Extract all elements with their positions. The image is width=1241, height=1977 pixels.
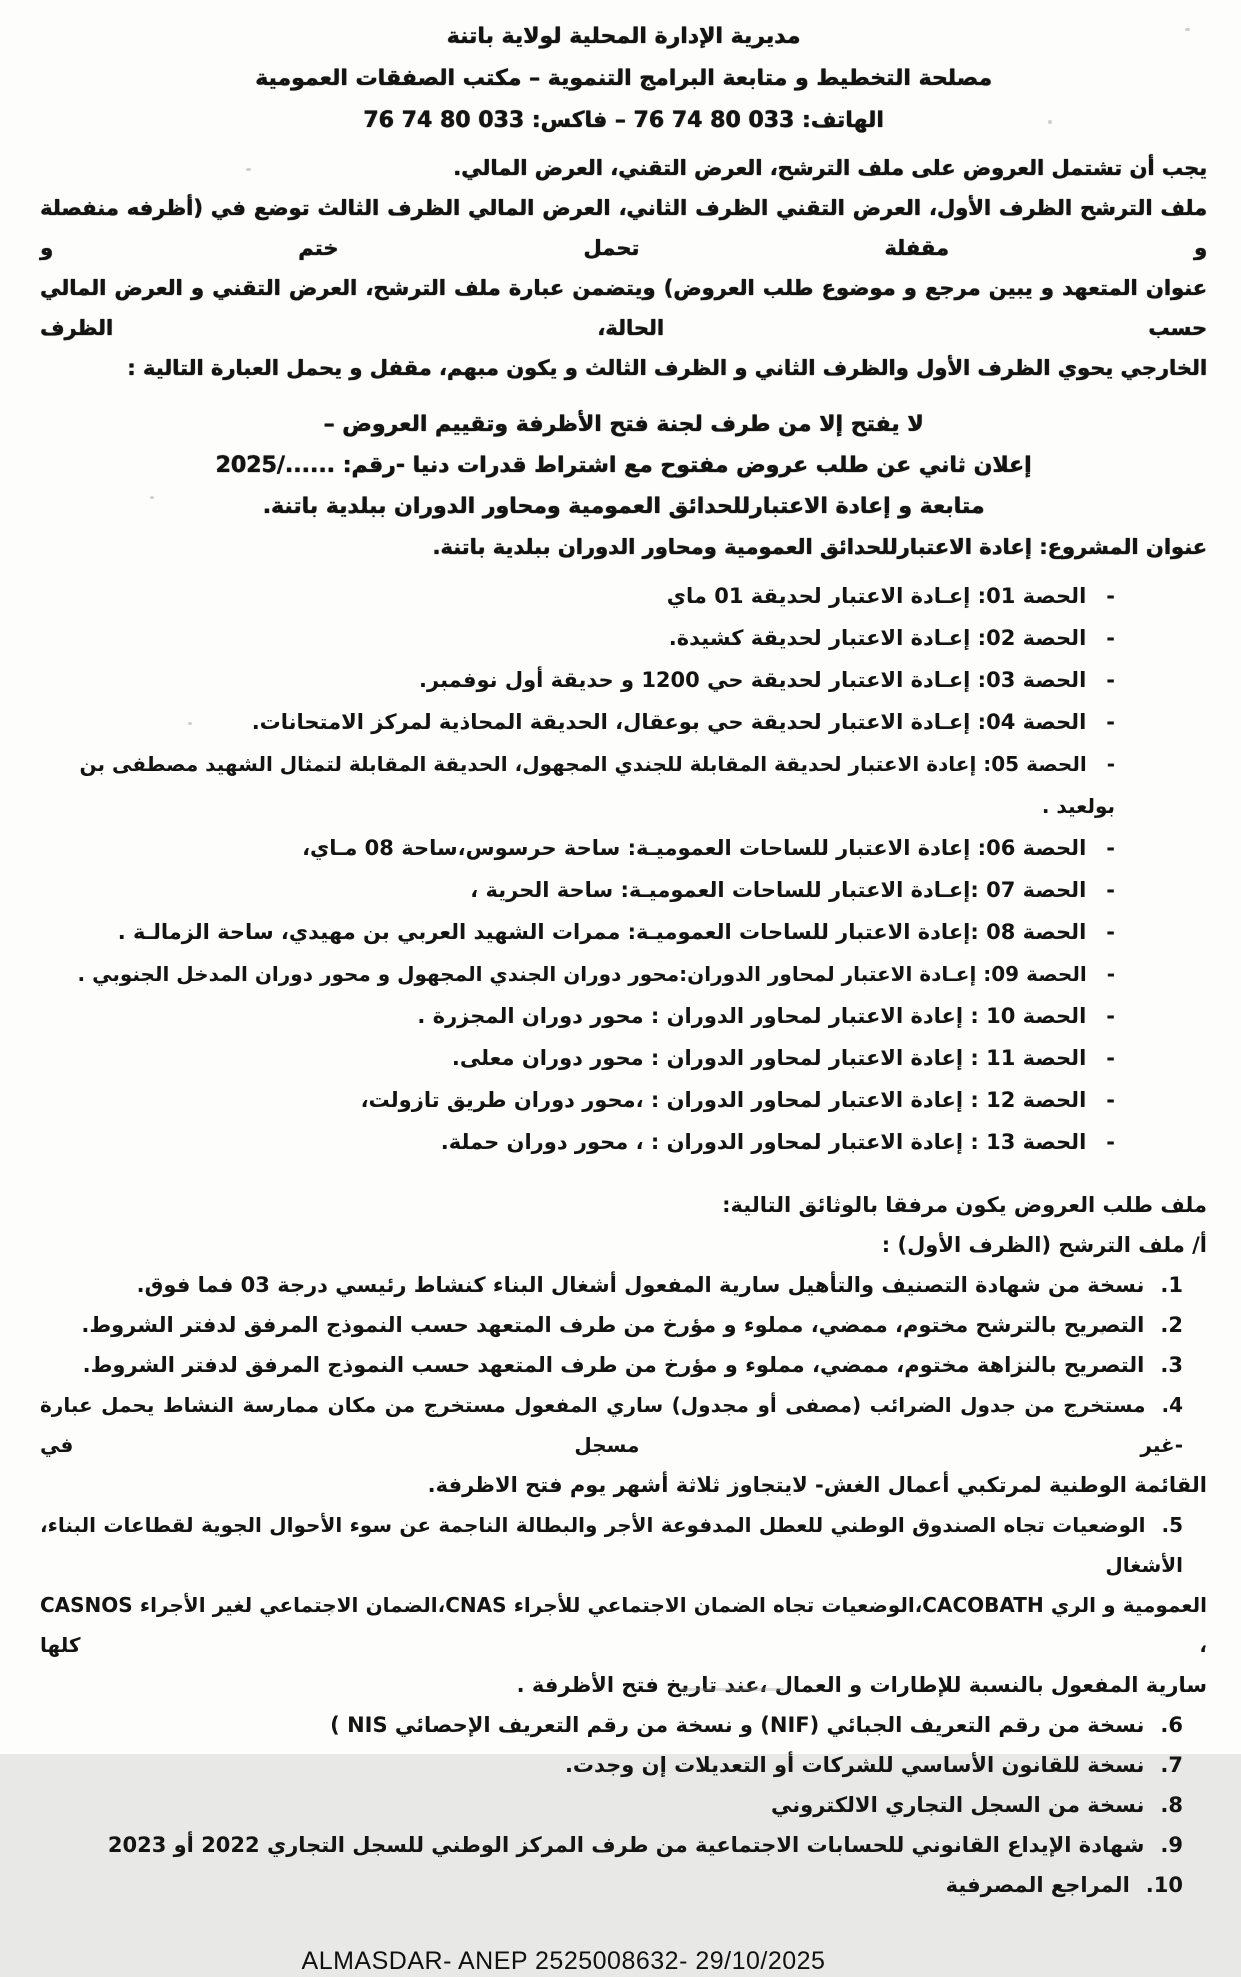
lot-text: الحصة 09: إعـادة الاعتبار لمحاور الدوران:محور دوران الجندي المجهول و محور دوران المدخل الجنوبي .	[77, 962, 1087, 986]
scan-speck	[1185, 28, 1190, 31]
item-text: نسخة للقانون الأساسي للشركات أو التعديلات إن وجدت.	[564, 1753, 1145, 1777]
scan-speck	[1048, 120, 1052, 124]
offers-content-line: يجب أن تشتمل العروض على ملف الترشح، العرض التقني، العرض المالي.	[453, 156, 1207, 180]
doc-item-7	[40, 1745, 1207, 1785]
dash-bullet: -	[1106, 962, 1115, 986]
anep-footer: ALMASDAR- ANEP 2525008632- 29/10/2025	[301, 1947, 826, 1975]
doc-item-5-wrap: سارية المفعول بالنسبة للإطارات و العمال ،عند تاريخ فتح الأظرفة .	[516, 1673, 1207, 1697]
item-text: نسخة من السجل التجاري الالكتروني	[771, 1793, 1145, 1817]
item-number: 8.	[1160, 1793, 1183, 1817]
item-number: 1.	[1160, 1273, 1183, 1297]
item-number: 9.	[1160, 1833, 1183, 1857]
section-a-heading: أ/ ملف الترشح (الظرف الأول) :	[881, 1233, 1207, 1257]
scan-smudge	[680, 1688, 784, 1691]
lot-text: الحصة 01: إعـادة الاعتبار لحديقة 01 ماي	[666, 584, 1087, 608]
doc-item-8	[40, 1785, 1207, 1825]
doc-item-2	[40, 1305, 1207, 1345]
announcement-title: إعلان ثاني عن طلب عروض مفتوح مع اشتراط قدرات دنيا -رقم: ....../2025	[215, 453, 1032, 478]
scan-speck	[150, 496, 154, 499]
item-text: نسخة من شهادة التصنيف والتأهيل سارية المفعول أشغال البناء كنشاط رئيسي درجة 03 فما فوق.	[136, 1273, 1145, 1297]
lot-text: الحصة 12 : إعادة الاعتبار لمحاور الدوران : ،محور دوران طريق تازولت،	[360, 1088, 1087, 1112]
dash-bullet: -	[1106, 710, 1115, 734]
item-number: 10.	[1145, 1873, 1183, 1897]
item-text: شهادة الإيداع القانوني للحسابات الاجتماعية من طرف المركز الوطني للسجل التجاري 2022 أو 2023	[107, 1833, 1145, 1857]
doc-item-6	[40, 1705, 1207, 1745]
scan-speck	[188, 722, 192, 725]
lot-text: الحصة 07 :إعـادة الاعتبار للساحات العموميـة: ساحة الحرية ،	[470, 878, 1087, 902]
envelopes-paragraph-line: عنوان المتعهد و يبين مرجع و موضوع طلب العروض) ويتضمن عبارة ملف الترشح، العرض التقني و العرض المالي حسب الحالة، الظرف	[40, 276, 1207, 340]
dash-bullet: -	[1106, 920, 1115, 944]
item-number: 7.	[1160, 1753, 1183, 1777]
item-number: 6.	[1160, 1713, 1183, 1737]
item-text: التصريح بالنزاهة مختوم، ممضي، مملوء و مؤرخ من طرف المتعهد حسب النموذج المرفق لدفتر الشروط.	[82, 1353, 1145, 1377]
envelopes-paragraph-line: الخارجي يحوي الظرف الأول والظرف الثاني و الظرف الثالث و يكون مبهم، مقفل و يحمل العبارة التالية :	[127, 356, 1207, 380]
lot-text: الحصة 13 : إعادة الاعتبار لمحاور الدوران : ، محور دوران حملة.	[440, 1130, 1087, 1154]
doc-item-4	[40, 1385, 1207, 1465]
lot-item-09	[40, 953, 1207, 995]
lot-text: الحصة 08 :إعادة الاعتبار للساحات العموميـة: ممرات الشهيد العربي بن مهيدي، ساحة الزمالـة .	[117, 920, 1087, 944]
doc-item-10	[40, 1865, 1207, 1905]
dash-bullet: -	[1106, 752, 1115, 776]
lot-item-13	[40, 1121, 1207, 1163]
doc-item-5-wrap: العمومية و الري CACOBATH،الوضعيات تجاه الضمان الاجتماعي للأجراء CNAS،الضمان الاجتماعي لغير الأجراء CASNOS ، كلها	[40, 1593, 1207, 1657]
project-subject: متابعة و إعادة الاعتبارللحدائق العمومية ومحاور الدوران ببلدية باتنة.	[262, 494, 985, 519]
lot-item-03	[40, 659, 1207, 701]
lot-text: الحصة 10 : إعادة الاعتبار لمحاور الدوران : محور دوران المجزرة .	[417, 1004, 1087, 1028]
dash-bullet: -	[1106, 626, 1115, 650]
item-text: الوضعيات تجاه الصندوق الوطني للعطل المدفوعة الأجر والبطالة الناجمة عن سوء الأحوال الجوية لقطاعات البناء، الأشغال	[40, 1513, 1183, 1577]
item-number: 3.	[1160, 1353, 1183, 1377]
dash-bullet: -	[1106, 584, 1115, 608]
lot-text: الحصة 05: إعادة الاعتبار لحديقة المقابلة للجندي المجهول، الحديقة المقابلة لتمثال الشهيد مصطفى بن بولعيد .	[79, 752, 1115, 818]
dash-bullet: -	[1106, 1088, 1115, 1112]
doc-item-1	[40, 1265, 1207, 1305]
doc-item-9	[40, 1825, 1207, 1865]
scan-speck	[246, 168, 251, 171]
lot-item-05	[40, 743, 1207, 827]
sealed-envelope-notice: لا يفتح إلا من طرف لجنة فتح الأظرفة وتقييم العروض –	[323, 412, 924, 437]
lot-item-04	[40, 701, 1207, 743]
dash-bullet: -	[1106, 878, 1115, 902]
lot-item-01	[40, 575, 1207, 617]
lot-text: الحصة 11 : إعادة الاعتبار لمحاور الدوران : محور دوران معلى.	[451, 1046, 1087, 1070]
scan-speck	[1100, 1332, 1104, 1335]
lot-text: الحصة 02: إعـادة الاعتبار لحديقة كشيدة.	[668, 626, 1087, 650]
lot-item-08	[40, 911, 1207, 953]
lot-text: الحصة 06: إعادة الاعتبار للساحات العموميـة: ساحة حرسوس،ساحة 08 مـاي،	[302, 836, 1087, 860]
department-line: مصلحة التخطيط و متابعة البرامج التنموية – مكتب الصفقات العمومية	[255, 66, 992, 91]
item-text: التصريح بالترشح مختوم، ممضي، مملوء و مؤرخ من طرف المتعهد حسب النموذج المرفق لدفتر الشروط.	[81, 1313, 1145, 1337]
project-title: عنوان المشروع: إعادة الاعتبارللحدائق العمومية ومحاور الدوران ببلدية باتنة.	[432, 535, 1207, 559]
lot-item-02	[40, 617, 1207, 659]
item-number: 5.	[1161, 1513, 1183, 1537]
lot-item-06	[40, 827, 1207, 869]
lot-text: الحصة 04: إعـادة الاعتبار لحديقة حي بوعقال، الحديقة المحاذية لمركز الامتحانات.	[251, 710, 1087, 734]
lot-item-10	[40, 995, 1207, 1037]
lot-item-07	[40, 869, 1207, 911]
org-name-line: مديرية الإدارة المحلية لولاية باتنة	[446, 24, 801, 49]
documents-intro: ملف طلب العروض يكون مرفقا بالوثائق التالية:	[722, 1193, 1207, 1217]
doc-item-4-wrap: القائمة الوطنية لمرتكبي أعمال الغش- لايتجاوز ثلاثة أشهر يوم فتح الاظرفة.	[427, 1473, 1207, 1497]
doc-item-5	[40, 1505, 1207, 1585]
dash-bullet: -	[1106, 836, 1115, 860]
envelopes-paragraph-line: ملف الترشح الظرف الأول، العرض التقني الظرف الثاني، العرض المالي الظرف الثالث توضع في (أظرفه منفصلة و مقفلة تحمل ختم و	[40, 196, 1207, 260]
lot-item-12	[40, 1079, 1207, 1121]
dash-bullet: -	[1106, 1046, 1115, 1070]
item-text: المراجع المصرفية	[945, 1873, 1130, 1897]
doc-item-3	[40, 1345, 1207, 1385]
item-text: نسخة من رقم التعريف الجبائي (NIF) و نسخة من رقم التعريف الإحصائي NIS )	[330, 1713, 1145, 1737]
lot-text: الحصة 03: إعـادة الاعتبار لحديقة حي 1200 و حديقة أول نوفمبر.	[419, 668, 1087, 692]
dash-bullet: -	[1106, 668, 1115, 692]
phone-fax-line: الهاتف: 033 80 74 76 – فاكس: 033 80 74 76	[363, 108, 884, 133]
dash-bullet: -	[1106, 1004, 1115, 1028]
dash-bullet: -	[1106, 1130, 1115, 1154]
lot-item-11	[40, 1037, 1207, 1079]
item-number: 2.	[1160, 1313, 1183, 1337]
item-text: مستخرج من جدول الضرائب (مصفى أو مجدول) ساري المفعول مستخرج من مكان ممارسة النشاط يحمل عبارة -غير مسجل في	[40, 1393, 1183, 1457]
item-number: 4.	[1161, 1393, 1183, 1417]
scan-speck	[330, 1610, 334, 1613]
